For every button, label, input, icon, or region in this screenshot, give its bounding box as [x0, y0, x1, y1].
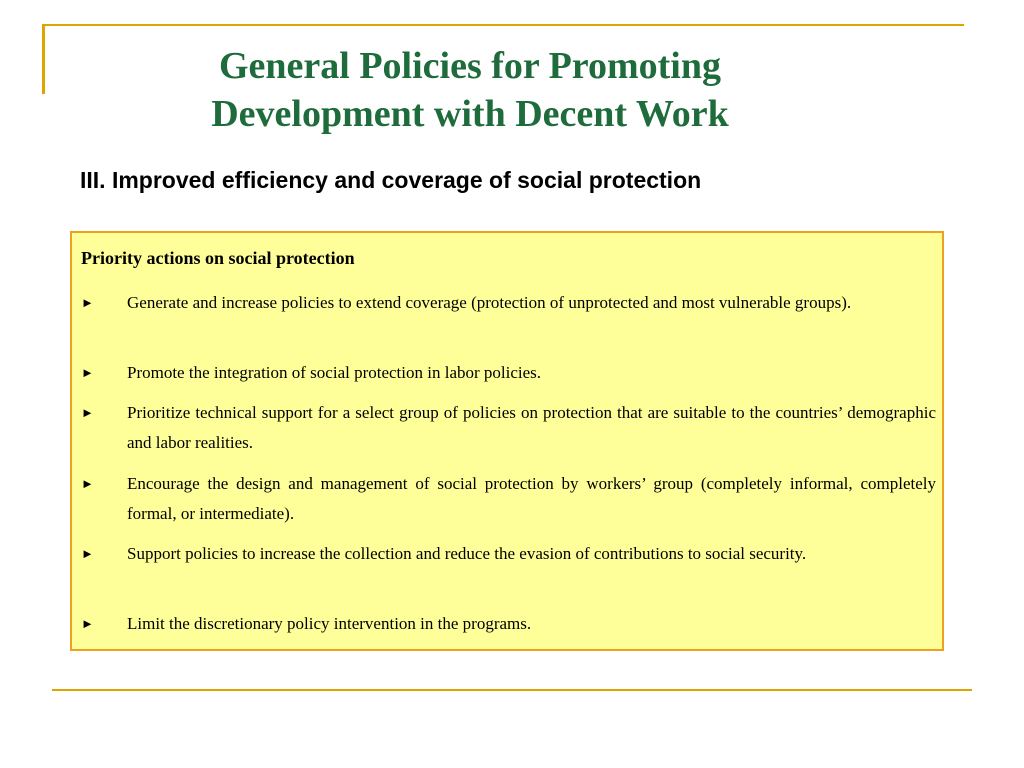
bullet-icon: ►	[81, 295, 94, 310]
list-item-text: Encourage the design and management of social protection by workers’ group (completely informal, completely formal, or intermediate).	[127, 474, 936, 523]
bullet-icon: ►	[81, 365, 94, 380]
section-subtitle: III. Improved efficiency and coverage of social protection	[80, 167, 702, 193]
frame-top-line	[42, 24, 964, 26]
list-item-text: Generate and increase policies to extend coverage (protection of unprotected and most vulnerable groups).	[127, 293, 852, 312]
bullet-icon: ►	[81, 476, 94, 491]
bullet-icon: ►	[81, 405, 94, 420]
page-title-line-1: General Policies for Promoting	[219, 45, 721, 87]
page-title	[100, 42, 840, 138]
list-item-text: Promote the integration of social protection in labor policies.	[127, 363, 542, 382]
frame-left-line	[42, 24, 45, 94]
list-item-text: Limit the discretionary policy intervention in the programs.	[127, 614, 532, 633]
priority-actions-box	[70, 231, 944, 651]
bullet-icon: ►	[81, 546, 94, 561]
bullet-icon: ►	[81, 616, 94, 631]
list-item-text: Prioritize technical support for a select group of policies on protection that are suitable to the countries’ demographic and labor realities.	[127, 403, 936, 452]
box-heading: Priority actions on social protection	[81, 248, 355, 268]
list-item-text: Support policies to increase the collection and reduce the evasion of contributions to social security.	[127, 544, 807, 563]
frame-bottom-line	[52, 689, 972, 691]
page-title-line-2: Development with Decent Work	[211, 93, 729, 135]
